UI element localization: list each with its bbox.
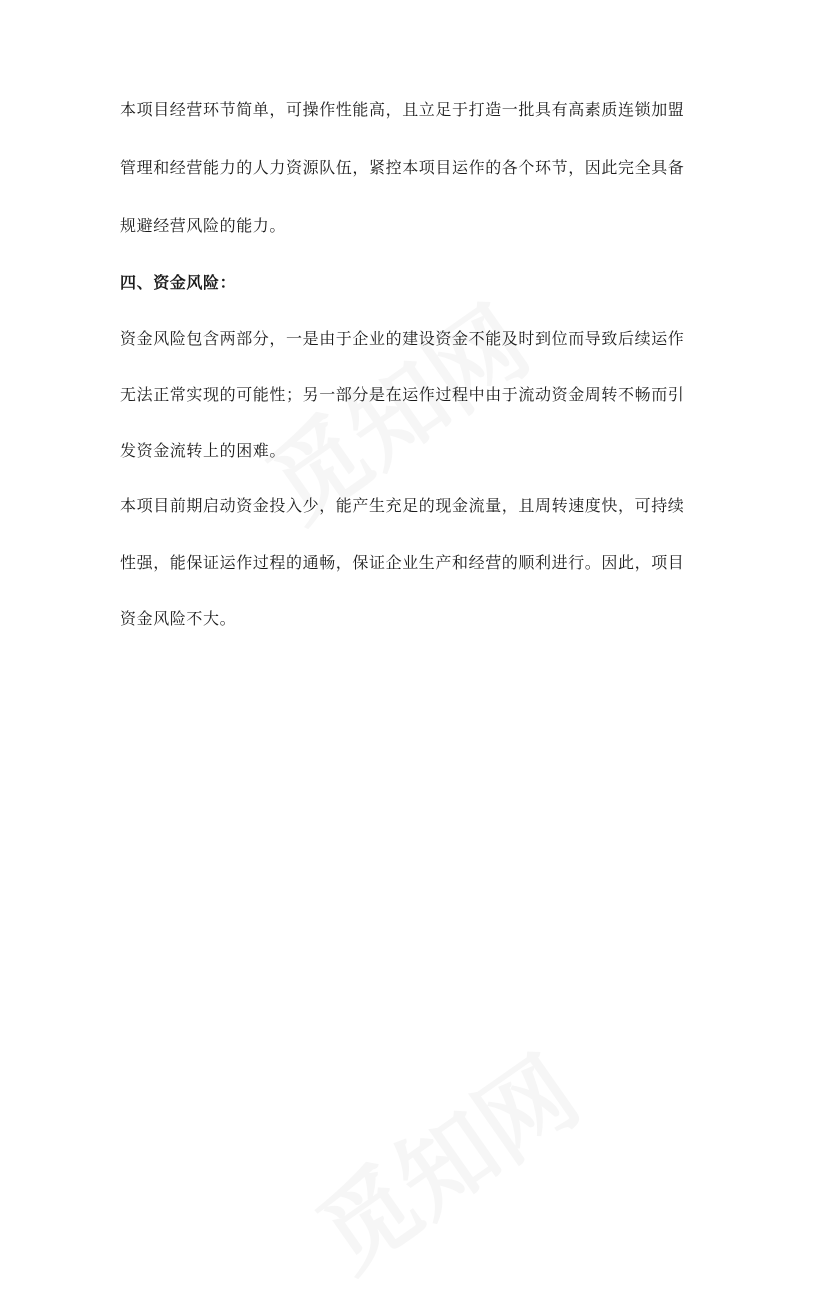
paragraph-1-line-2: 管理和经营能力的人力资源队伍，紧控本项目运作的各个环节，因此完全具备: [120, 158, 685, 177]
paragraph-2-line-3: 发资金流转上的困难。: [120, 441, 287, 460]
section-heading: 四、资金风险：: [120, 273, 237, 292]
paragraph-2-line-2: 无法正常实现的可能性；另一部分是在运作过程中由于流动资金周转不畅而引: [120, 385, 685, 404]
paragraph-3-line-3: 资金风险不大。: [120, 609, 237, 628]
paragraph-3-line-1: 本项目前期启动资金投入少，能产生充足的现金流量，且周转速度快，可持续: [120, 496, 685, 515]
paragraph-1-line-3: 规避经营风险的能力。: [120, 216, 287, 235]
watermark-bottom: [287, 1020, 601, 1297]
paragraph-2-line-1: 资金风险包含两部分，一是由于企业的建设资金不能及时到位而导致后续运作: [120, 329, 685, 348]
paragraph-3-line-2: 性强，能保证运作过程的通畅，保证企业生产和经营的顺利进行。因此，项目: [120, 553, 685, 572]
paragraph-1-line-1: 本项目经营环节简单，可操作性能高，且立足于打造一批具有高素质连锁加盟: [120, 100, 685, 119]
